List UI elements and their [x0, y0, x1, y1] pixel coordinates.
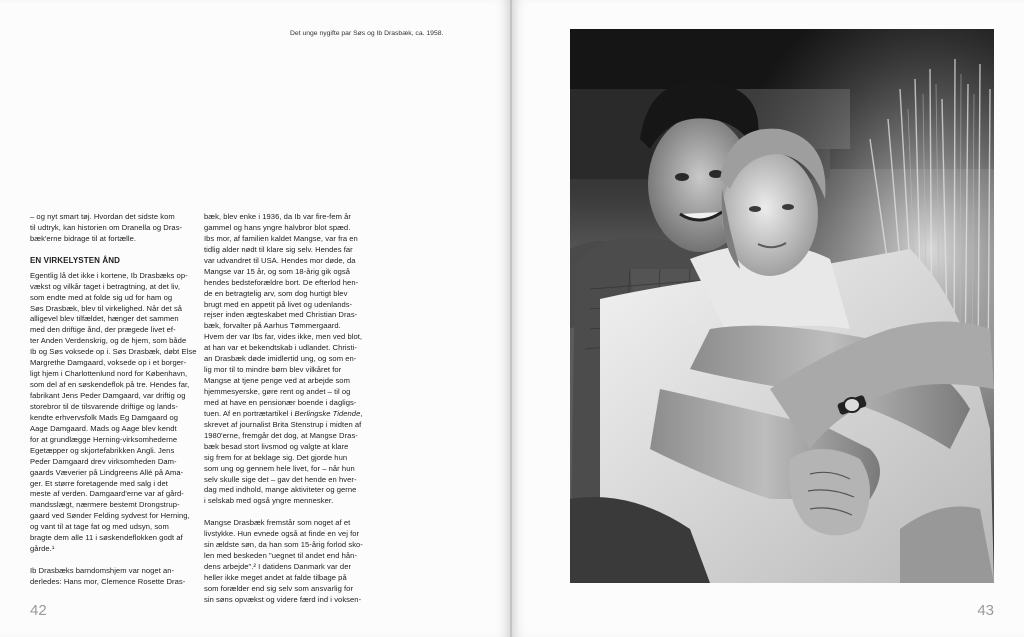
text-line: Ib og Søs voksede op i. Søs Drasbæk, døbt Else	[30, 347, 197, 357]
text-line: alligevel blev tilfældet, hænger det sammen	[30, 314, 179, 324]
text-line: for at grundlægge Herning-virksomhederne	[30, 434, 178, 444]
text-line: ter Anden Verdenskrig, og de hjem, som både	[30, 336, 187, 346]
page-number-left: 42	[30, 602, 47, 619]
book-gutter	[510, 0, 512, 637]
text-line: at han var et bekendtskab i udlandet. Christi-	[204, 343, 357, 353]
text-line: ligt hjem i Charlottenlund nord for København,	[30, 369, 188, 379]
text-line: an Drasbæk døde imidlertid ung, og som en-	[204, 354, 357, 364]
text-line: var udvandret til USA. Hendes mor døde, da	[204, 255, 356, 265]
photo-caption: Det unge nygifte par Søs og Ib Drasbæk, ca. 1958.	[290, 30, 444, 37]
text-line: bragte dem alle 11 i søskendeflokken godt af	[30, 533, 183, 543]
text-line: heller ikke meget andet at falde tilbage på	[204, 572, 347, 582]
text-line: derledes: Hans mor, Clemence Rosette Dras-	[30, 576, 186, 586]
text-line: 1980'erne, fremgår det dog, at Mangse Dras-	[204, 430, 358, 440]
photo-illustration	[570, 29, 994, 583]
body-paragraph	[204, 212, 376, 507]
newspaper-title: Berlingske Tidende	[294, 408, 361, 418]
text-line: dag med indhold, mange aktiviteter og gerne	[204, 485, 357, 495]
text-line: gaard ved Sønder Felding sydvest for Herning,	[30, 511, 190, 521]
text-line: Mangse at tjene penge ved at arbejde som	[204, 376, 350, 386]
text-line: brugt med en appetit på livet og udenlands-	[204, 299, 353, 309]
text-line: lig mor til to mindre børn blev vilkåret for	[204, 365, 342, 375]
text-line: len med beskeden "uegnet til andet end hån-	[204, 551, 358, 561]
text-line: til udtryk, kan historien om Dranella og Dras-	[30, 222, 183, 232]
text-line: Søs Drasbæk, blev til virkelighed. Når det så	[30, 303, 183, 313]
text-line: Aage Damgaard. Mads og Aage blev kendt	[30, 423, 177, 433]
text-line: Ib Drasbæks barndomshjem var noget an-	[30, 566, 175, 575]
closing-paragraph	[30, 566, 200, 588]
text-fragment: tuen. Af en portrætartikel i	[204, 408, 295, 418]
text-line: ger. Et større foretagende med salg i det	[30, 478, 168, 488]
text-line: med den driftige ånd, der prægede livet ef-	[30, 325, 176, 335]
text-line: Egentlig lå det ikke i kortene, Ib Drasbæks op-	[30, 270, 188, 280]
text-line: som ung og gennem hele livet, for – når hun	[204, 463, 355, 473]
text-line: Hvem der var Ibs far, vides ikke, men ved blot,	[204, 332, 363, 342]
text-line: mandsslægt, nærmere bestemt Drongstrup-	[30, 500, 180, 510]
text-line: tuen. Af en portrætartikel i Berlingske Tidende,	[204, 408, 363, 418]
text-line: Peder Damgaard drev virksomheden Dam-	[30, 456, 177, 466]
text-line: livstykke. Hun evnede også at finde en vej for	[204, 529, 360, 539]
text-line: som del af en søskendeflok på tre. Hendes far,	[30, 380, 190, 390]
body-paragraph	[30, 271, 200, 555]
text-line: Mangse var 15 år, og som 18-årig gik også	[204, 266, 350, 276]
text-line: dens arbejde".² I datidens Danmark var der	[204, 562, 352, 571]
couple-photograph	[570, 29, 994, 583]
text-line: bæk'erne bidrage til at fortælle.	[30, 233, 137, 243]
text-line: og vant til at tage fat og med udsyn, som	[30, 522, 169, 532]
text-line: storebror til de tilsvarende driftige og lands-	[30, 401, 178, 411]
text-line: bæk, forvalter på Aarhus Tømmergaard.	[204, 321, 341, 331]
text-line: i selskab med også yngre mennesker.	[204, 496, 334, 506]
text-line: bæk besad stort livsmod og valgte at klare	[204, 441, 349, 451]
text-line: gammel og hans yngre halvbror blot spæd.	[204, 222, 351, 232]
text-line: som endte med at folde sig ud for ham og	[30, 292, 173, 302]
text-line: skrevet af journalist Brita Stenstrup i midten af	[204, 419, 362, 429]
text-line: med at have en pensionær boende i dagligs-	[204, 397, 357, 407]
text-line: bæk, blev enke i 1936, da Ib var fire-fem år	[204, 212, 351, 221]
text-line: rejser inden ægteskabet med Christian Dras-	[204, 310, 358, 320]
text-line: – og nyt smart tøj. Hvordan det sidste kom	[30, 212, 175, 221]
page-number-right: 43	[977, 602, 994, 619]
text-line: Mangse Drasbæk fremstår som noget af et	[204, 518, 351, 528]
text-line: sin søns opvækst og videre færd ind i voksen-	[204, 594, 362, 604]
text-line: selv skulle sige det – gav det hende en hver-	[204, 474, 357, 484]
text-line: kendte erhvervsfolk Mads Eg Damgaard og	[30, 412, 178, 422]
text-line: Egetæpper og skjortefabrikken Angli. Jens	[30, 445, 175, 455]
section-heading: EN VIRKELYSTEN ÅND	[30, 255, 120, 265]
text-line: tidlig alder nødt til klare sig selv. Hendes far	[204, 244, 353, 254]
text-line: meste af verden. Damgaard'erne var af gård-	[30, 489, 184, 499]
text-line: Ibs mor, af familien kaldet Mangse, var fra en	[204, 233, 358, 243]
text-line: de en betragtelig arv, som dog hurtigt blev	[204, 288, 348, 298]
text-line: fabrikant Jens Peder Damgaard, var driftig og	[30, 391, 186, 400]
intro-paragraph	[30, 212, 200, 245]
text-line: sig frem for at beklage sig. Det gjorde hun	[204, 452, 348, 462]
text-line: hjemmesyerske, gøre rent og andet – til og	[204, 387, 351, 396]
text-column-2	[204, 212, 376, 606]
text-line: sin ældste søn, da han som 15-årig forlod sko-	[204, 540, 363, 550]
text-line: hendes bedsteforældre bort. De efterlod hen-	[204, 277, 359, 287]
body-paragraph	[204, 518, 376, 606]
text-line: gaards Væverier på Lindgreens Allé på Ama-	[30, 467, 184, 477]
text-line: vækst og vilkår taget i betragtning, at det liv,	[30, 281, 180, 291]
text-line: som forælder end sig selv som ansvarlig for	[204, 583, 354, 593]
text-line: gårde.¹	[30, 544, 55, 554]
text-column-1	[30, 212, 200, 588]
text-line: Margrethe Damgaard, voksede op i et borger-	[30, 358, 187, 368]
